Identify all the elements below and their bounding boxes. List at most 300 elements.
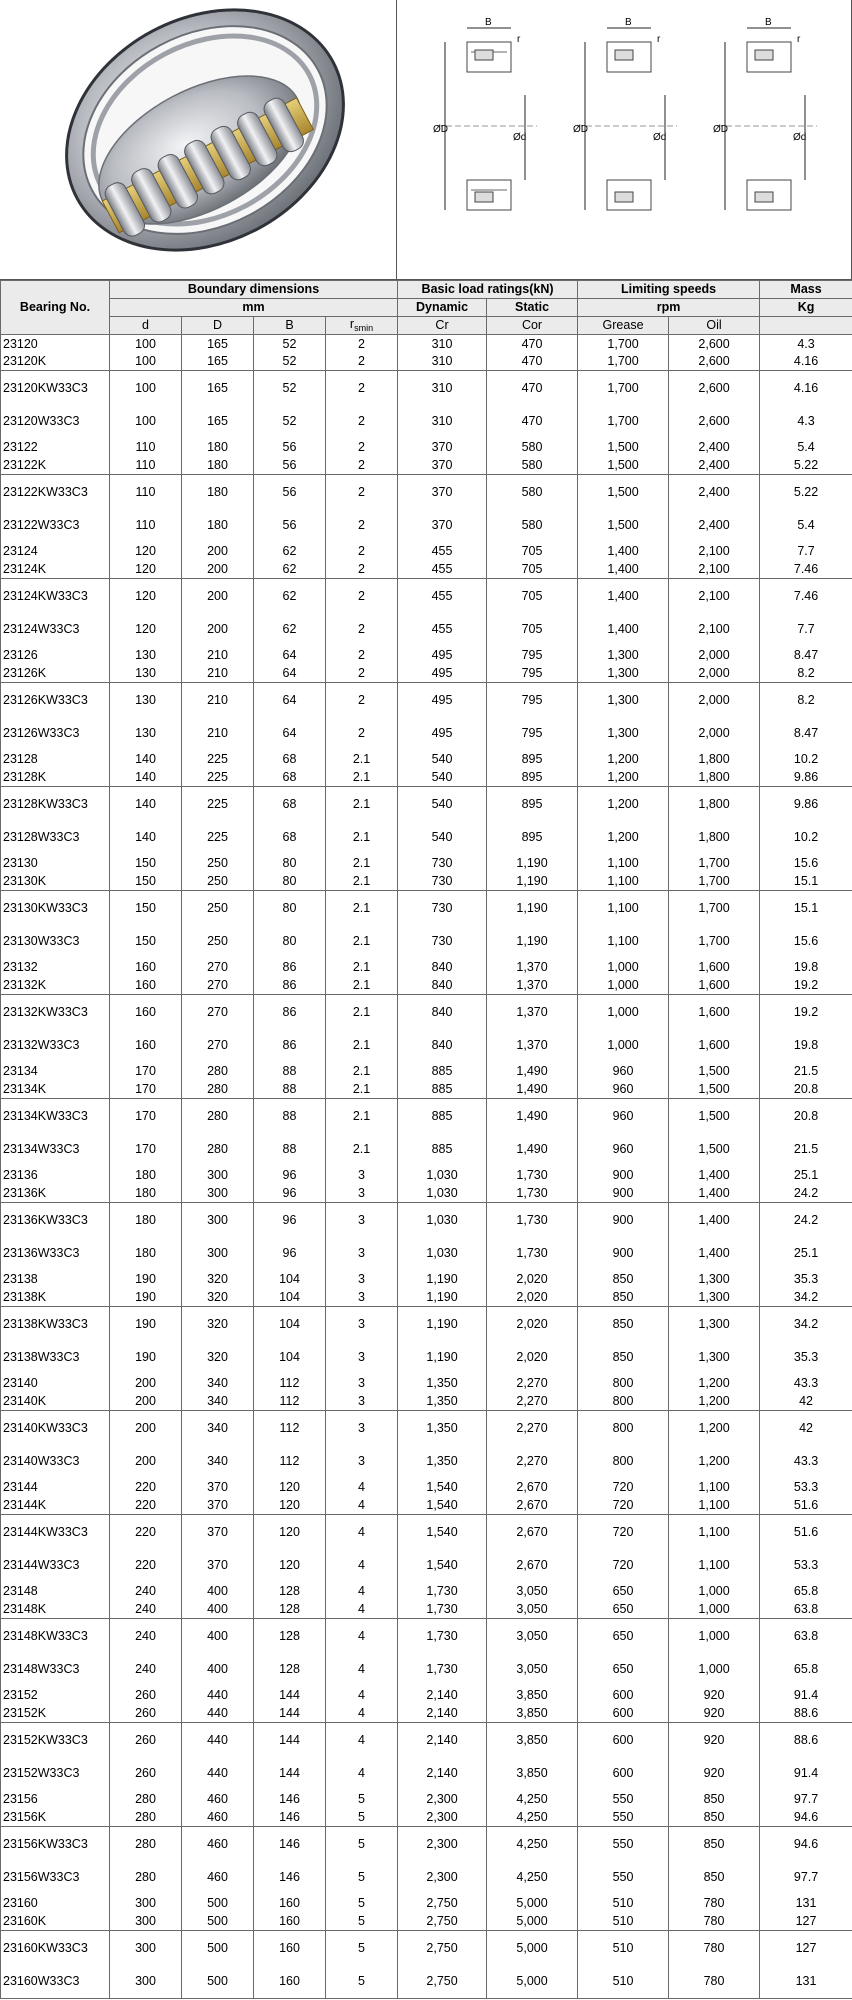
table-row [1, 1063, 852, 1081]
cell-r: 2.1 [326, 925, 398, 959]
cell-B: 96 [254, 1237, 326, 1271]
cell-grease: 1,300 [578, 683, 669, 717]
cell-B: 146 [254, 1827, 326, 1861]
cell-mass: 20.8 [760, 1099, 852, 1133]
cell-mass: 15.6 [760, 925, 852, 959]
col-cr: Cr [398, 317, 487, 335]
table-row [1, 1757, 852, 1791]
cell-r: 3 [326, 1185, 398, 1203]
table-row [1, 509, 852, 543]
cell-d: 280 [110, 1809, 182, 1827]
cell-cor: 795 [487, 717, 578, 751]
cell-cr: 2,750 [398, 1913, 487, 1931]
cell-oil: 1,500 [669, 1099, 760, 1133]
cell-r: 4 [326, 1757, 398, 1791]
table-row [1, 787, 852, 821]
cell-cor: 470 [487, 335, 578, 353]
cell-no: 23148KW33C3 [1, 1619, 110, 1653]
cell-no: 23132 [1, 959, 110, 977]
cell-r: 5 [326, 1809, 398, 1827]
cell-D: 370 [182, 1515, 254, 1549]
cell-oil: 1,000 [669, 1583, 760, 1601]
unit-rpm: rpm [578, 299, 760, 317]
cell-mass: 15.1 [760, 891, 852, 925]
cell-mass: 88.6 [760, 1705, 852, 1723]
cell-D: 270 [182, 1029, 254, 1063]
cell-cor: 795 [487, 665, 578, 683]
cell-oil: 1,600 [669, 977, 760, 995]
cell-d: 200 [110, 1445, 182, 1479]
cell-B: 64 [254, 647, 326, 665]
table-row [1, 543, 852, 561]
cell-B: 146 [254, 1791, 326, 1809]
cell-r: 5 [326, 1791, 398, 1809]
cell-cor: 2,020 [487, 1307, 578, 1341]
cell-d: 220 [110, 1497, 182, 1515]
table-row [1, 1895, 852, 1913]
cell-no: 23132KW33C3 [1, 995, 110, 1029]
drawing-2 [573, 17, 677, 210]
cell-no: 23136 [1, 1167, 110, 1185]
cell-cr: 370 [398, 457, 487, 475]
cell-cor: 705 [487, 613, 578, 647]
cell-r: 2 [326, 475, 398, 509]
cell-no: 23140 [1, 1375, 110, 1393]
cell-D: 400 [182, 1619, 254, 1653]
cell-r: 4 [326, 1705, 398, 1723]
cell-cr: 455 [398, 613, 487, 647]
group-boundary: Boundary dimensions [110, 281, 398, 299]
cell-cr: 1,540 [398, 1479, 487, 1497]
cell-oil: 2,600 [669, 371, 760, 405]
cell-r: 2.1 [326, 769, 398, 787]
cell-cr: 1,730 [398, 1601, 487, 1619]
spherical-roller-bearing-photo [0, 0, 397, 280]
cell-mass: 8.47 [760, 717, 852, 751]
cell-d: 140 [110, 751, 182, 769]
cell-B: 86 [254, 977, 326, 995]
cell-cr: 455 [398, 543, 487, 561]
cell-cr: 310 [398, 335, 487, 353]
cell-cr: 2,140 [398, 1687, 487, 1705]
cell-D: 340 [182, 1393, 254, 1411]
cell-mass: 91.4 [760, 1757, 852, 1791]
table-row [1, 1081, 852, 1099]
cell-cor: 2,020 [487, 1289, 578, 1307]
cell-mass: 42 [760, 1393, 852, 1411]
cell-no: 23156K [1, 1809, 110, 1827]
cell-no: 23130W33C3 [1, 925, 110, 959]
cell-grease: 1,200 [578, 751, 669, 769]
cell-r: 3 [326, 1341, 398, 1375]
cell-B: 88 [254, 1063, 326, 1081]
cell-B: 120 [254, 1549, 326, 1583]
cell-no: 23122 [1, 439, 110, 457]
cell-oil: 1,800 [669, 821, 760, 855]
cell-mass: 127 [760, 1913, 852, 1931]
cell-mass: 5.4 [760, 439, 852, 457]
cell-d: 240 [110, 1619, 182, 1653]
cell-cor: 1,190 [487, 925, 578, 959]
cell-oil: 2,600 [669, 405, 760, 439]
cell-cor: 4,250 [487, 1861, 578, 1895]
cell-grease: 600 [578, 1705, 669, 1723]
cell-D: 460 [182, 1861, 254, 1895]
cell-oil: 2,400 [669, 439, 760, 457]
cell-cr: 1,350 [398, 1445, 487, 1479]
cell-cr: 2,300 [398, 1861, 487, 1895]
cell-B: 120 [254, 1479, 326, 1497]
table-row [1, 1341, 852, 1375]
cell-no: 23124 [1, 543, 110, 561]
cell-cor: 1,490 [487, 1099, 578, 1133]
cell-d: 160 [110, 959, 182, 977]
cell-grease: 1,300 [578, 647, 669, 665]
table-row [1, 821, 852, 855]
cell-oil: 1,400 [669, 1167, 760, 1185]
col-grease: Grease [578, 317, 669, 335]
cell-no: 23144KW33C3 [1, 1515, 110, 1549]
cell-d: 260 [110, 1757, 182, 1791]
cell-D: 270 [182, 995, 254, 1029]
cell-mass: 88.6 [760, 1723, 852, 1757]
cell-grease: 510 [578, 1913, 669, 1931]
cell-D: 500 [182, 1895, 254, 1913]
cell-grease: 550 [578, 1827, 669, 1861]
cell-d: 140 [110, 769, 182, 787]
cell-cr: 1,190 [398, 1289, 487, 1307]
cell-r: 2 [326, 647, 398, 665]
cell-grease: 960 [578, 1099, 669, 1133]
cell-grease: 1,400 [578, 561, 669, 579]
table-row [1, 1393, 852, 1411]
cell-d: 120 [110, 543, 182, 561]
cell-no: 23120K [1, 353, 110, 371]
cell-mass: 127 [760, 1931, 852, 1965]
cell-r: 2 [326, 335, 398, 353]
cell-no: 23130 [1, 855, 110, 873]
cell-B: 112 [254, 1445, 326, 1479]
cell-oil: 1,400 [669, 1203, 760, 1237]
cell-no: 23138W33C3 [1, 1341, 110, 1375]
cell-B: 112 [254, 1375, 326, 1393]
cell-mass: 91.4 [760, 1687, 852, 1705]
cell-r: 2 [326, 561, 398, 579]
cell-d: 280 [110, 1861, 182, 1895]
cell-d: 150 [110, 925, 182, 959]
cell-grease: 1,200 [578, 821, 669, 855]
cell-no: 23132W33C3 [1, 1029, 110, 1063]
cell-r: 5 [326, 1895, 398, 1913]
cell-cor: 1,370 [487, 995, 578, 1029]
cell-mass: 51.6 [760, 1515, 852, 1549]
cell-cor: 4,250 [487, 1809, 578, 1827]
cell-r: 4 [326, 1619, 398, 1653]
table-row [1, 1861, 852, 1895]
cell-D: 460 [182, 1809, 254, 1827]
cell-B: 62 [254, 561, 326, 579]
cell-B: 68 [254, 787, 326, 821]
cell-cor: 705 [487, 561, 578, 579]
cell-oil: 850 [669, 1791, 760, 1809]
cell-grease: 1,700 [578, 371, 669, 405]
cross-section-drawings [397, 0, 852, 280]
cell-cor: 470 [487, 353, 578, 371]
table-row [1, 717, 852, 751]
cell-B: 80 [254, 891, 326, 925]
cell-d: 280 [110, 1791, 182, 1809]
cell-mass: 19.8 [760, 1029, 852, 1063]
cell-mass: 131 [760, 1895, 852, 1913]
cell-oil: 1,000 [669, 1653, 760, 1687]
cell-d: 240 [110, 1653, 182, 1687]
cell-cr: 730 [398, 891, 487, 925]
cell-mass: 42 [760, 1411, 852, 1445]
cell-B: 68 [254, 769, 326, 787]
cell-r: 2.1 [326, 1133, 398, 1167]
cell-cr: 840 [398, 977, 487, 995]
cell-cr: 1,350 [398, 1375, 487, 1393]
cell-no: 23160W33C3 [1, 1965, 110, 1999]
table-row [1, 561, 852, 579]
cell-D: 200 [182, 561, 254, 579]
bearing-spec-table [0, 280, 852, 1999]
cell-cr: 1,540 [398, 1549, 487, 1583]
cell-grease: 550 [578, 1861, 669, 1895]
cell-B: 62 [254, 613, 326, 647]
cell-d: 260 [110, 1723, 182, 1757]
cell-cor: 3,050 [487, 1583, 578, 1601]
cell-B: 160 [254, 1931, 326, 1965]
cell-cor: 3,850 [487, 1723, 578, 1757]
cell-B: 144 [254, 1757, 326, 1791]
label-d: Ød [513, 132, 527, 143]
cell-oil: 1,600 [669, 995, 760, 1029]
cell-grease: 510 [578, 1965, 669, 1999]
cell-no: 23134W33C3 [1, 1133, 110, 1167]
cell-d: 190 [110, 1271, 182, 1289]
cell-grease: 650 [578, 1619, 669, 1653]
cell-d: 240 [110, 1583, 182, 1601]
cell-cr: 1,730 [398, 1619, 487, 1653]
cell-oil: 1,100 [669, 1497, 760, 1515]
col-d: d [110, 317, 182, 335]
cell-cor: 3,850 [487, 1705, 578, 1723]
cell-D: 400 [182, 1601, 254, 1619]
cell-oil: 1,800 [669, 751, 760, 769]
cell-cr: 370 [398, 475, 487, 509]
cell-D: 340 [182, 1445, 254, 1479]
cell-B: 52 [254, 371, 326, 405]
col-oil: Oil [669, 317, 760, 335]
table-row [1, 1167, 852, 1185]
cell-d: 280 [110, 1827, 182, 1861]
cell-B: 80 [254, 925, 326, 959]
cell-oil: 2,000 [669, 717, 760, 751]
cell-r: 3 [326, 1289, 398, 1307]
figure-area [0, 0, 852, 280]
cell-grease: 720 [578, 1515, 669, 1549]
cell-D: 320 [182, 1271, 254, 1289]
cell-D: 500 [182, 1913, 254, 1931]
cell-no: 23126KW33C3 [1, 683, 110, 717]
cell-B: 146 [254, 1809, 326, 1827]
cell-oil: 1,700 [669, 873, 760, 891]
cell-no: 23122KW33C3 [1, 475, 110, 509]
cell-r: 2 [326, 543, 398, 561]
cell-oil: 1,200 [669, 1393, 760, 1411]
cell-oil: 1,800 [669, 769, 760, 787]
cell-D: 500 [182, 1931, 254, 1965]
cell-B: 86 [254, 995, 326, 1029]
cell-D: 250 [182, 925, 254, 959]
cell-grease: 960 [578, 1081, 669, 1099]
label-r: r [517, 34, 521, 45]
cell-cr: 730 [398, 855, 487, 873]
cell-D: 210 [182, 717, 254, 751]
cell-grease: 800 [578, 1375, 669, 1393]
cell-D: 280 [182, 1081, 254, 1099]
cell-no: 23128KW33C3 [1, 787, 110, 821]
cell-cr: 1,540 [398, 1497, 487, 1515]
cell-cr: 1,030 [398, 1185, 487, 1203]
cell-D: 440 [182, 1687, 254, 1705]
cell-grease: 1,500 [578, 509, 669, 543]
cell-cor: 470 [487, 371, 578, 405]
table-row [1, 371, 852, 405]
cell-oil: 850 [669, 1809, 760, 1827]
cell-r: 4 [326, 1601, 398, 1619]
table-row [1, 405, 852, 439]
cell-r: 4 [326, 1497, 398, 1515]
cell-grease: 1,400 [578, 579, 669, 613]
cell-cr: 885 [398, 1133, 487, 1167]
table-row [1, 1445, 852, 1479]
cell-oil: 780 [669, 1931, 760, 1965]
cell-B: 128 [254, 1653, 326, 1687]
cell-oil: 2,100 [669, 561, 760, 579]
cell-cr: 540 [398, 751, 487, 769]
cell-cr: 2,140 [398, 1723, 487, 1757]
cell-cr: 455 [398, 579, 487, 613]
cell-cr: 370 [398, 509, 487, 543]
cell-r: 2.1 [326, 977, 398, 995]
cell-r: 2.1 [326, 1029, 398, 1063]
cell-grease: 1,000 [578, 959, 669, 977]
cell-mass: 10.2 [760, 751, 852, 769]
cell-cr: 840 [398, 995, 487, 1029]
cell-cr: 455 [398, 561, 487, 579]
cell-oil: 850 [669, 1861, 760, 1895]
cell-cor: 2,270 [487, 1445, 578, 1479]
cell-D: 280 [182, 1099, 254, 1133]
cell-no: 23130KW33C3 [1, 891, 110, 925]
label-r: r [797, 34, 801, 45]
cell-cr: 495 [398, 683, 487, 717]
cell-d: 220 [110, 1479, 182, 1497]
cell-D: 225 [182, 821, 254, 855]
table-row [1, 1653, 852, 1687]
cell-grease: 1,100 [578, 925, 669, 959]
cell-cr: 1,030 [398, 1237, 487, 1271]
cell-B: 62 [254, 543, 326, 561]
cell-B: 112 [254, 1393, 326, 1411]
table-row [1, 1913, 852, 1931]
cell-mass: 19.2 [760, 977, 852, 995]
group-mass: Mass [760, 281, 852, 299]
cell-mass: 97.7 [760, 1861, 852, 1895]
cell-cor: 3,850 [487, 1687, 578, 1705]
cell-B: 128 [254, 1619, 326, 1653]
label-d: Ød [793, 132, 807, 143]
cell-D: 370 [182, 1479, 254, 1497]
cell-d: 110 [110, 475, 182, 509]
cell-B: 104 [254, 1307, 326, 1341]
cell-grease: 1,300 [578, 717, 669, 751]
cell-cor: 580 [487, 439, 578, 457]
col-cor: Cor [487, 317, 578, 335]
cell-d: 220 [110, 1549, 182, 1583]
cell-r: 2 [326, 665, 398, 683]
table-row [1, 335, 852, 353]
cell-B: 96 [254, 1167, 326, 1185]
cell-r: 2 [326, 457, 398, 475]
cell-r: 2 [326, 371, 398, 405]
cell-B: 104 [254, 1271, 326, 1289]
table-row [1, 959, 852, 977]
cell-D: 280 [182, 1133, 254, 1167]
cell-cr: 310 [398, 405, 487, 439]
cell-r: 5 [326, 1913, 398, 1931]
cell-cr: 885 [398, 1063, 487, 1081]
cell-d: 200 [110, 1393, 182, 1411]
cell-D: 460 [182, 1791, 254, 1809]
cell-grease: 850 [578, 1307, 669, 1341]
cell-cr: 495 [398, 647, 487, 665]
cell-r: 3 [326, 1445, 398, 1479]
cell-mass: 24.2 [760, 1203, 852, 1237]
label-B: B [485, 17, 492, 28]
label-B: B [765, 17, 772, 28]
cell-cor: 2,670 [487, 1497, 578, 1515]
cell-B: 56 [254, 475, 326, 509]
table-row [1, 475, 852, 509]
cell-D: 210 [182, 683, 254, 717]
cell-no: 23120KW33C3 [1, 371, 110, 405]
table-body [1, 335, 852, 1999]
cell-r: 4 [326, 1687, 398, 1705]
cell-oil: 1,500 [669, 1081, 760, 1099]
cell-grease: 720 [578, 1549, 669, 1583]
cell-d: 130 [110, 665, 182, 683]
cell-cor: 1,190 [487, 891, 578, 925]
cell-d: 100 [110, 371, 182, 405]
cell-no: 23138KW33C3 [1, 1307, 110, 1341]
cell-cor: 2,670 [487, 1549, 578, 1583]
cell-mass: 9.86 [760, 769, 852, 787]
cell-mass: 53.3 [760, 1479, 852, 1497]
cell-oil: 2,000 [669, 647, 760, 665]
cell-cor: 580 [487, 457, 578, 475]
cell-mass: 34.2 [760, 1289, 852, 1307]
cell-oil: 920 [669, 1687, 760, 1705]
cell-grease: 510 [578, 1931, 669, 1965]
cell-mass: 8.47 [760, 647, 852, 665]
cell-B: 56 [254, 509, 326, 543]
table-row [1, 1601, 852, 1619]
cell-B: 52 [254, 405, 326, 439]
cell-d: 120 [110, 561, 182, 579]
